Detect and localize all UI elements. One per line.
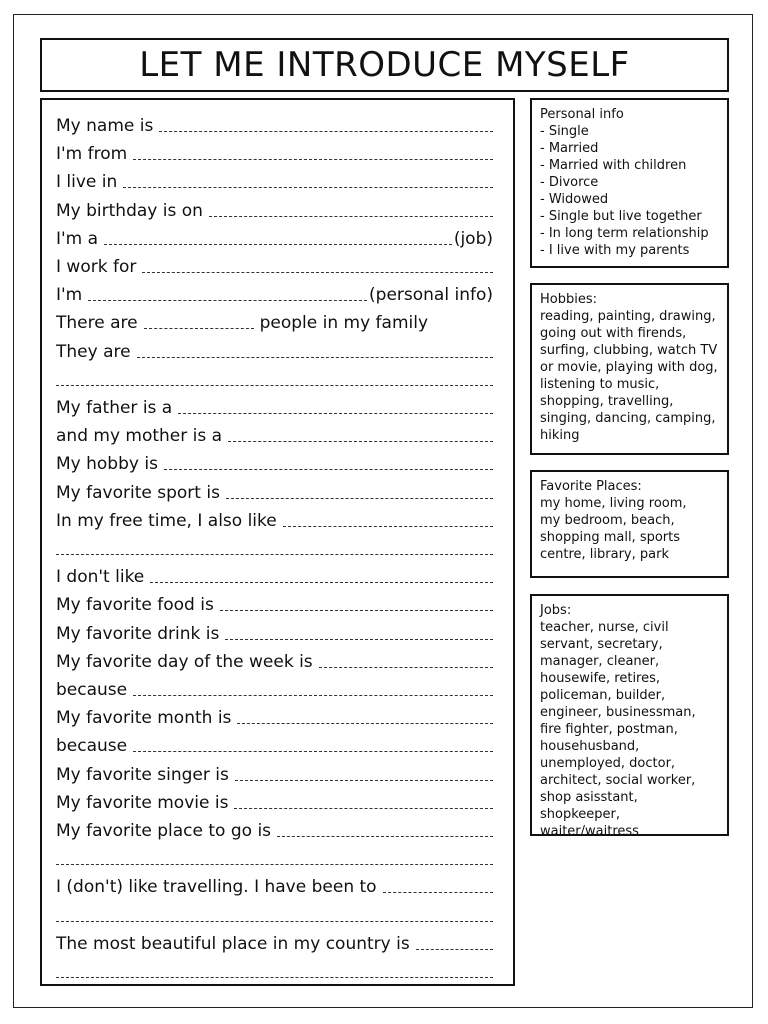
answer-blank[interactable] bbox=[319, 667, 493, 668]
form-box bbox=[40, 98, 515, 986]
jobs-box bbox=[530, 594, 729, 839]
form-line bbox=[56, 505, 493, 531]
form-label: My favorite place to go is bbox=[56, 821, 272, 841]
jobs-line: unemployed, doctor, bbox=[540, 756, 676, 771]
personal-info-item: - I live with my parents bbox=[540, 243, 690, 258]
form-line bbox=[56, 900, 493, 926]
personal-info-item: - Single but live together bbox=[540, 209, 702, 224]
personal-info-item: - In long term relationship bbox=[540, 226, 709, 241]
form-line bbox=[56, 561, 493, 587]
form-label: In my free time, I also like bbox=[56, 510, 277, 531]
answer-blank[interactable] bbox=[137, 357, 493, 358]
jobs-line: manager, cleaner, bbox=[540, 654, 660, 669]
jobs-line: housewife, retires, bbox=[540, 671, 661, 686]
form-line bbox=[56, 336, 493, 362]
hobbies-box bbox=[530, 283, 729, 455]
form-label: My name is bbox=[56, 116, 154, 136]
answer-blank[interactable] bbox=[235, 780, 493, 781]
form-line bbox=[56, 307, 493, 333]
form-line bbox=[56, 956, 493, 982]
hobbies-line: hiking bbox=[540, 428, 580, 443]
jobs-line: househusband, bbox=[540, 739, 640, 754]
form-label: My father is a bbox=[56, 398, 173, 418]
form-line bbox=[56, 759, 493, 785]
form-line bbox=[56, 928, 493, 954]
form-line bbox=[56, 420, 493, 446]
form-label: and my mother is a bbox=[56, 426, 223, 447]
form-label: I live in bbox=[56, 172, 118, 193]
jobs-line: policeman, builder, bbox=[540, 688, 666, 703]
hobbies-line: going out with firends, bbox=[540, 326, 687, 341]
answer-blank[interactable] bbox=[142, 272, 493, 273]
page-title: LET ME INTRODUCE MYSELF bbox=[139, 45, 630, 85]
form-line bbox=[56, 702, 493, 728]
answer-blank[interactable] bbox=[133, 695, 493, 696]
answer-blank[interactable] bbox=[234, 808, 493, 809]
form-line bbox=[56, 364, 493, 390]
form-label: My favorite singer is bbox=[56, 764, 229, 785]
form-label: I'm a bbox=[56, 228, 99, 249]
answer-blank[interactable] bbox=[178, 413, 493, 414]
answer-blank[interactable] bbox=[237, 723, 493, 724]
form-label: I work for bbox=[56, 257, 137, 277]
personal-info-item: - Married bbox=[540, 141, 599, 156]
jobs-line: engineer, businessman, bbox=[540, 705, 696, 720]
form-label-after: people in my family bbox=[259, 313, 429, 334]
form-line bbox=[56, 251, 493, 277]
answer-blank[interactable] bbox=[133, 159, 493, 160]
form-label: The most beautiful place in my country is bbox=[56, 933, 410, 954]
form-line bbox=[56, 646, 493, 672]
answer-blank[interactable] bbox=[144, 328, 254, 329]
favorite-places-line: my home, living room, bbox=[540, 496, 687, 511]
form-line bbox=[56, 477, 493, 503]
form-label: They are bbox=[56, 341, 131, 362]
favorite-places-line: my bedroom, beach, bbox=[540, 513, 675, 528]
form-label: I'm from bbox=[56, 144, 128, 165]
answer-blank[interactable] bbox=[277, 836, 493, 837]
hobbies-line: singing, dancing, camping, bbox=[540, 411, 716, 426]
answer-blank[interactable] bbox=[88, 300, 367, 301]
form-line bbox=[56, 279, 493, 305]
form-line bbox=[56, 843, 493, 869]
form-line bbox=[56, 787, 493, 813]
answer-blank[interactable] bbox=[383, 892, 493, 893]
favorite-places-line: shopping mall, sports bbox=[540, 530, 681, 545]
form-line bbox=[56, 674, 493, 700]
answer-blank[interactable] bbox=[283, 526, 493, 527]
hobbies-line: or movie, playing with dog, bbox=[540, 360, 718, 375]
answer-blank[interactable] bbox=[209, 216, 493, 217]
form-line bbox=[56, 730, 493, 756]
answer-blank[interactable] bbox=[150, 582, 493, 583]
form-line bbox=[56, 589, 493, 615]
form-line bbox=[56, 195, 493, 221]
answer-blank[interactable] bbox=[164, 469, 493, 470]
personal-info-heading: Personal info bbox=[540, 107, 624, 122]
answer-blank[interactable] bbox=[104, 244, 452, 245]
favorite-places-box bbox=[530, 470, 729, 578]
form-label: My favorite day of the week is bbox=[56, 651, 313, 672]
form-label: My birthday is on bbox=[56, 200, 203, 221]
answer-blank[interactable] bbox=[56, 864, 493, 865]
answer-blank[interactable] bbox=[56, 554, 493, 555]
form-label: I (don't) like travelling. I have been to bbox=[56, 877, 377, 898]
form-label: There are bbox=[56, 313, 138, 334]
form-label: My favorite month is bbox=[56, 708, 232, 729]
form-label: because bbox=[56, 736, 128, 757]
form-line bbox=[56, 138, 493, 164]
personal-info-item: - Widowed bbox=[540, 192, 609, 207]
answer-blank[interactable] bbox=[123, 187, 493, 188]
jobs-line: teacher, nurse, civil bbox=[540, 620, 669, 635]
form-label: My favorite food is bbox=[56, 595, 214, 616]
jobs-line: servant, secretary, bbox=[540, 637, 663, 652]
answer-blank[interactable] bbox=[225, 639, 493, 640]
form-label: My hobby is bbox=[56, 454, 158, 475]
form-line bbox=[56, 533, 493, 559]
answer-blank[interactable] bbox=[133, 751, 493, 752]
answer-blank[interactable] bbox=[228, 441, 493, 442]
form-line bbox=[56, 618, 493, 644]
form-line bbox=[56, 223, 493, 249]
form-line bbox=[56, 110, 493, 136]
answer-blank[interactable] bbox=[416, 949, 493, 950]
answer-blank[interactable] bbox=[220, 610, 493, 611]
jobs-line: fire fighter, postman, bbox=[540, 722, 678, 737]
form-label: because bbox=[56, 680, 128, 700]
hobbies-heading: Hobbies: bbox=[540, 292, 597, 307]
hobbies-line: surfing, clubbing, watch TV bbox=[540, 343, 718, 358]
hobbies-line: listening to music, bbox=[540, 377, 660, 392]
form-line bbox=[56, 871, 493, 897]
answer-blank[interactable] bbox=[56, 385, 493, 386]
form-suffix: (job) bbox=[453, 228, 493, 249]
personal-info-item: - Divorce bbox=[540, 175, 599, 190]
title-box bbox=[40, 38, 729, 92]
form-label: I don't like bbox=[56, 567, 145, 588]
form-label: My favorite movie is bbox=[56, 792, 229, 813]
hobbies-line: reading, painting, drawing, bbox=[540, 309, 716, 324]
jobs-line: shop asisstant, shopkeeper, bbox=[540, 790, 638, 822]
answer-blank[interactable] bbox=[226, 498, 493, 499]
answer-blank[interactable] bbox=[56, 977, 493, 978]
form-suffix: (personal info) bbox=[369, 285, 493, 306]
form-line bbox=[56, 166, 493, 192]
personal-info-box bbox=[530, 98, 729, 268]
jobs-line: architect, social worker, bbox=[540, 773, 696, 788]
jobs-line: waiter/waitress bbox=[540, 824, 639, 839]
favorite-places-heading: Favorite Places: bbox=[540, 479, 642, 494]
form-line bbox=[56, 448, 493, 474]
form-line bbox=[56, 392, 493, 418]
answer-blank[interactable] bbox=[56, 921, 493, 922]
personal-info-item: - Single bbox=[540, 124, 589, 139]
form-line bbox=[56, 815, 493, 841]
favorite-places-line: centre, library, park bbox=[540, 547, 669, 562]
form-label: I'm bbox=[56, 285, 83, 306]
form-label: My favorite sport is bbox=[56, 482, 220, 503]
answer-blank[interactable] bbox=[159, 131, 493, 132]
personal-info-item: - Married with children bbox=[540, 158, 687, 173]
jobs-heading: Jobs: bbox=[540, 603, 572, 618]
hobbies-line: shopping, travelling, bbox=[540, 394, 674, 409]
form-label: My favorite drink is bbox=[56, 623, 220, 644]
